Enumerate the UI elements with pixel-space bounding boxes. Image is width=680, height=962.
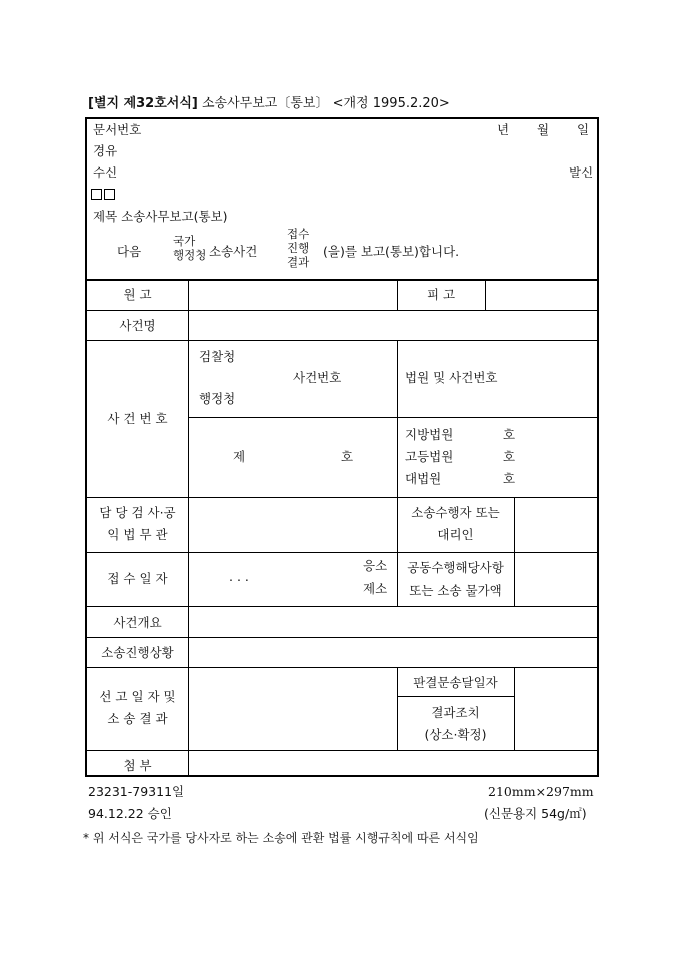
- joint-label-1: 공동수행해당사항: [407, 560, 504, 575]
- plaintiff-field[interactable]: [189, 281, 396, 309]
- progress-label: 소송진행상황: [101, 645, 174, 660]
- row-line: [87, 637, 599, 638]
- filing-label: 제소: [363, 581, 388, 596]
- case-summary-field[interactable]: [189, 608, 598, 636]
- form-title: 소송사무보고〔통보〕: [202, 96, 329, 111]
- prosecutor-field[interactable]: [189, 499, 396, 551]
- case-name-label: 사건명: [119, 318, 156, 333]
- form-number: [별지 제32호서식]: [88, 96, 198, 111]
- row-line: [87, 606, 599, 607]
- case-word: 소송사건: [209, 244, 258, 259]
- receipt-date-dots[interactable]: . . .: [229, 569, 249, 584]
- court-case-no-label: 법원 및 사건번호: [405, 370, 498, 385]
- row-line: [87, 340, 599, 341]
- report-form: [85, 117, 599, 777]
- paper-size: 210mm×297mm: [488, 784, 594, 799]
- recipient-label: 수신: [93, 165, 118, 180]
- district-court-label: 지방법원: [405, 427, 454, 442]
- form-header: [88, 97, 450, 110]
- verdict-field[interactable]: [189, 669, 396, 749]
- supreme-ho: 호: [503, 471, 516, 486]
- litigant-label-1: 소송수행자 또는: [411, 505, 500, 520]
- admin-office-label: 행정청: [199, 391, 236, 406]
- option-admin: 행정청: [173, 248, 207, 262]
- delivery-field[interactable]: [515, 669, 598, 749]
- je-label: 제: [233, 449, 246, 464]
- prosecutor-label-1: 담 당 검 사·공: [99, 505, 176, 520]
- measure-label-1: 결과조치: [431, 705, 480, 720]
- measure-label-2: (상소·확정): [424, 727, 487, 742]
- form-code: 23231-79311일: [88, 784, 185, 799]
- supreme-court-label: 대법원: [405, 471, 442, 486]
- defendant-field[interactable]: [486, 281, 598, 309]
- receipt-date-label: 접 수 일 자: [107, 571, 168, 586]
- paper-type: (신문용지 54g/㎡): [484, 806, 587, 821]
- response-label: 응소: [363, 558, 388, 573]
- subject-line: 제목 소송사무보고(통보): [93, 209, 228, 224]
- day-label: 일: [577, 122, 590, 137]
- option-result: 결과: [287, 255, 310, 269]
- ho-label: 호: [341, 449, 354, 464]
- body-prefix: 다음: [117, 244, 142, 259]
- checkbox-2[interactable]: [104, 189, 115, 200]
- verdict-label-2: 소 송 결 과: [107, 711, 168, 726]
- doc-number-label: 문서번호: [93, 122, 142, 137]
- case-summary-label: 사건개요: [113, 615, 162, 630]
- form-revision: <개정 1995.2.20>: [332, 96, 450, 111]
- progress-field[interactable]: [189, 639, 598, 666]
- case-name-field[interactable]: [189, 312, 598, 339]
- row-line: [397, 696, 514, 697]
- sender-label: 발신: [569, 165, 594, 180]
- option-national: 국가: [173, 234, 196, 248]
- row-line: [87, 310, 599, 311]
- litigant-label-2: 대리인: [437, 527, 474, 542]
- option-receipt: 접수: [287, 227, 310, 241]
- row-line: [87, 552, 599, 553]
- month-label: 월: [537, 122, 550, 137]
- row-line: [188, 417, 599, 418]
- approval-date: 94.12.22 승인: [88, 806, 172, 821]
- row-line: [87, 750, 599, 751]
- district-ho: 호: [503, 427, 516, 442]
- prosecutor-office-label: 검찰청: [199, 349, 236, 364]
- case-number-label: 사 건 번 호: [107, 411, 168, 426]
- checkbox-pair[interactable]: [91, 189, 117, 202]
- option-progress: 진행: [287, 241, 310, 255]
- row-line: [87, 497, 599, 498]
- defendant-label: 피 고: [426, 287, 456, 302]
- attachment-label: 첨 부: [123, 758, 152, 773]
- year-label: 년: [497, 122, 510, 137]
- prosecutor-label-2: 익 법 무 관: [107, 527, 168, 542]
- high-court-label: 고등법원: [405, 449, 454, 464]
- via-label: 경유: [93, 143, 118, 158]
- delivery-date-label: 판결문송달일자: [413, 675, 498, 690]
- row-line: [87, 667, 599, 668]
- verdict-label-1: 선 고 일 자 및: [99, 689, 176, 704]
- attachment-field[interactable]: [189, 752, 598, 776]
- col-line: [397, 340, 398, 497]
- footnote: * 위 서식은 국가를 당사자로 하는 소송에 관환 법률 시행규칙에 따른 서식임: [83, 831, 479, 845]
- joint-field[interactable]: [515, 554, 598, 605]
- high-ho: 호: [503, 449, 516, 464]
- joint-label-2: 또는 소송 물가액: [409, 583, 502, 598]
- litigant-field[interactable]: [515, 499, 598, 551]
- case-no-label: 사건번호: [293, 370, 342, 385]
- checkbox-1[interactable]: [91, 189, 102, 200]
- body-suffix: (을)를 보고(통보)합니다.: [323, 244, 460, 259]
- plaintiff-label: 원 고: [123, 287, 152, 302]
